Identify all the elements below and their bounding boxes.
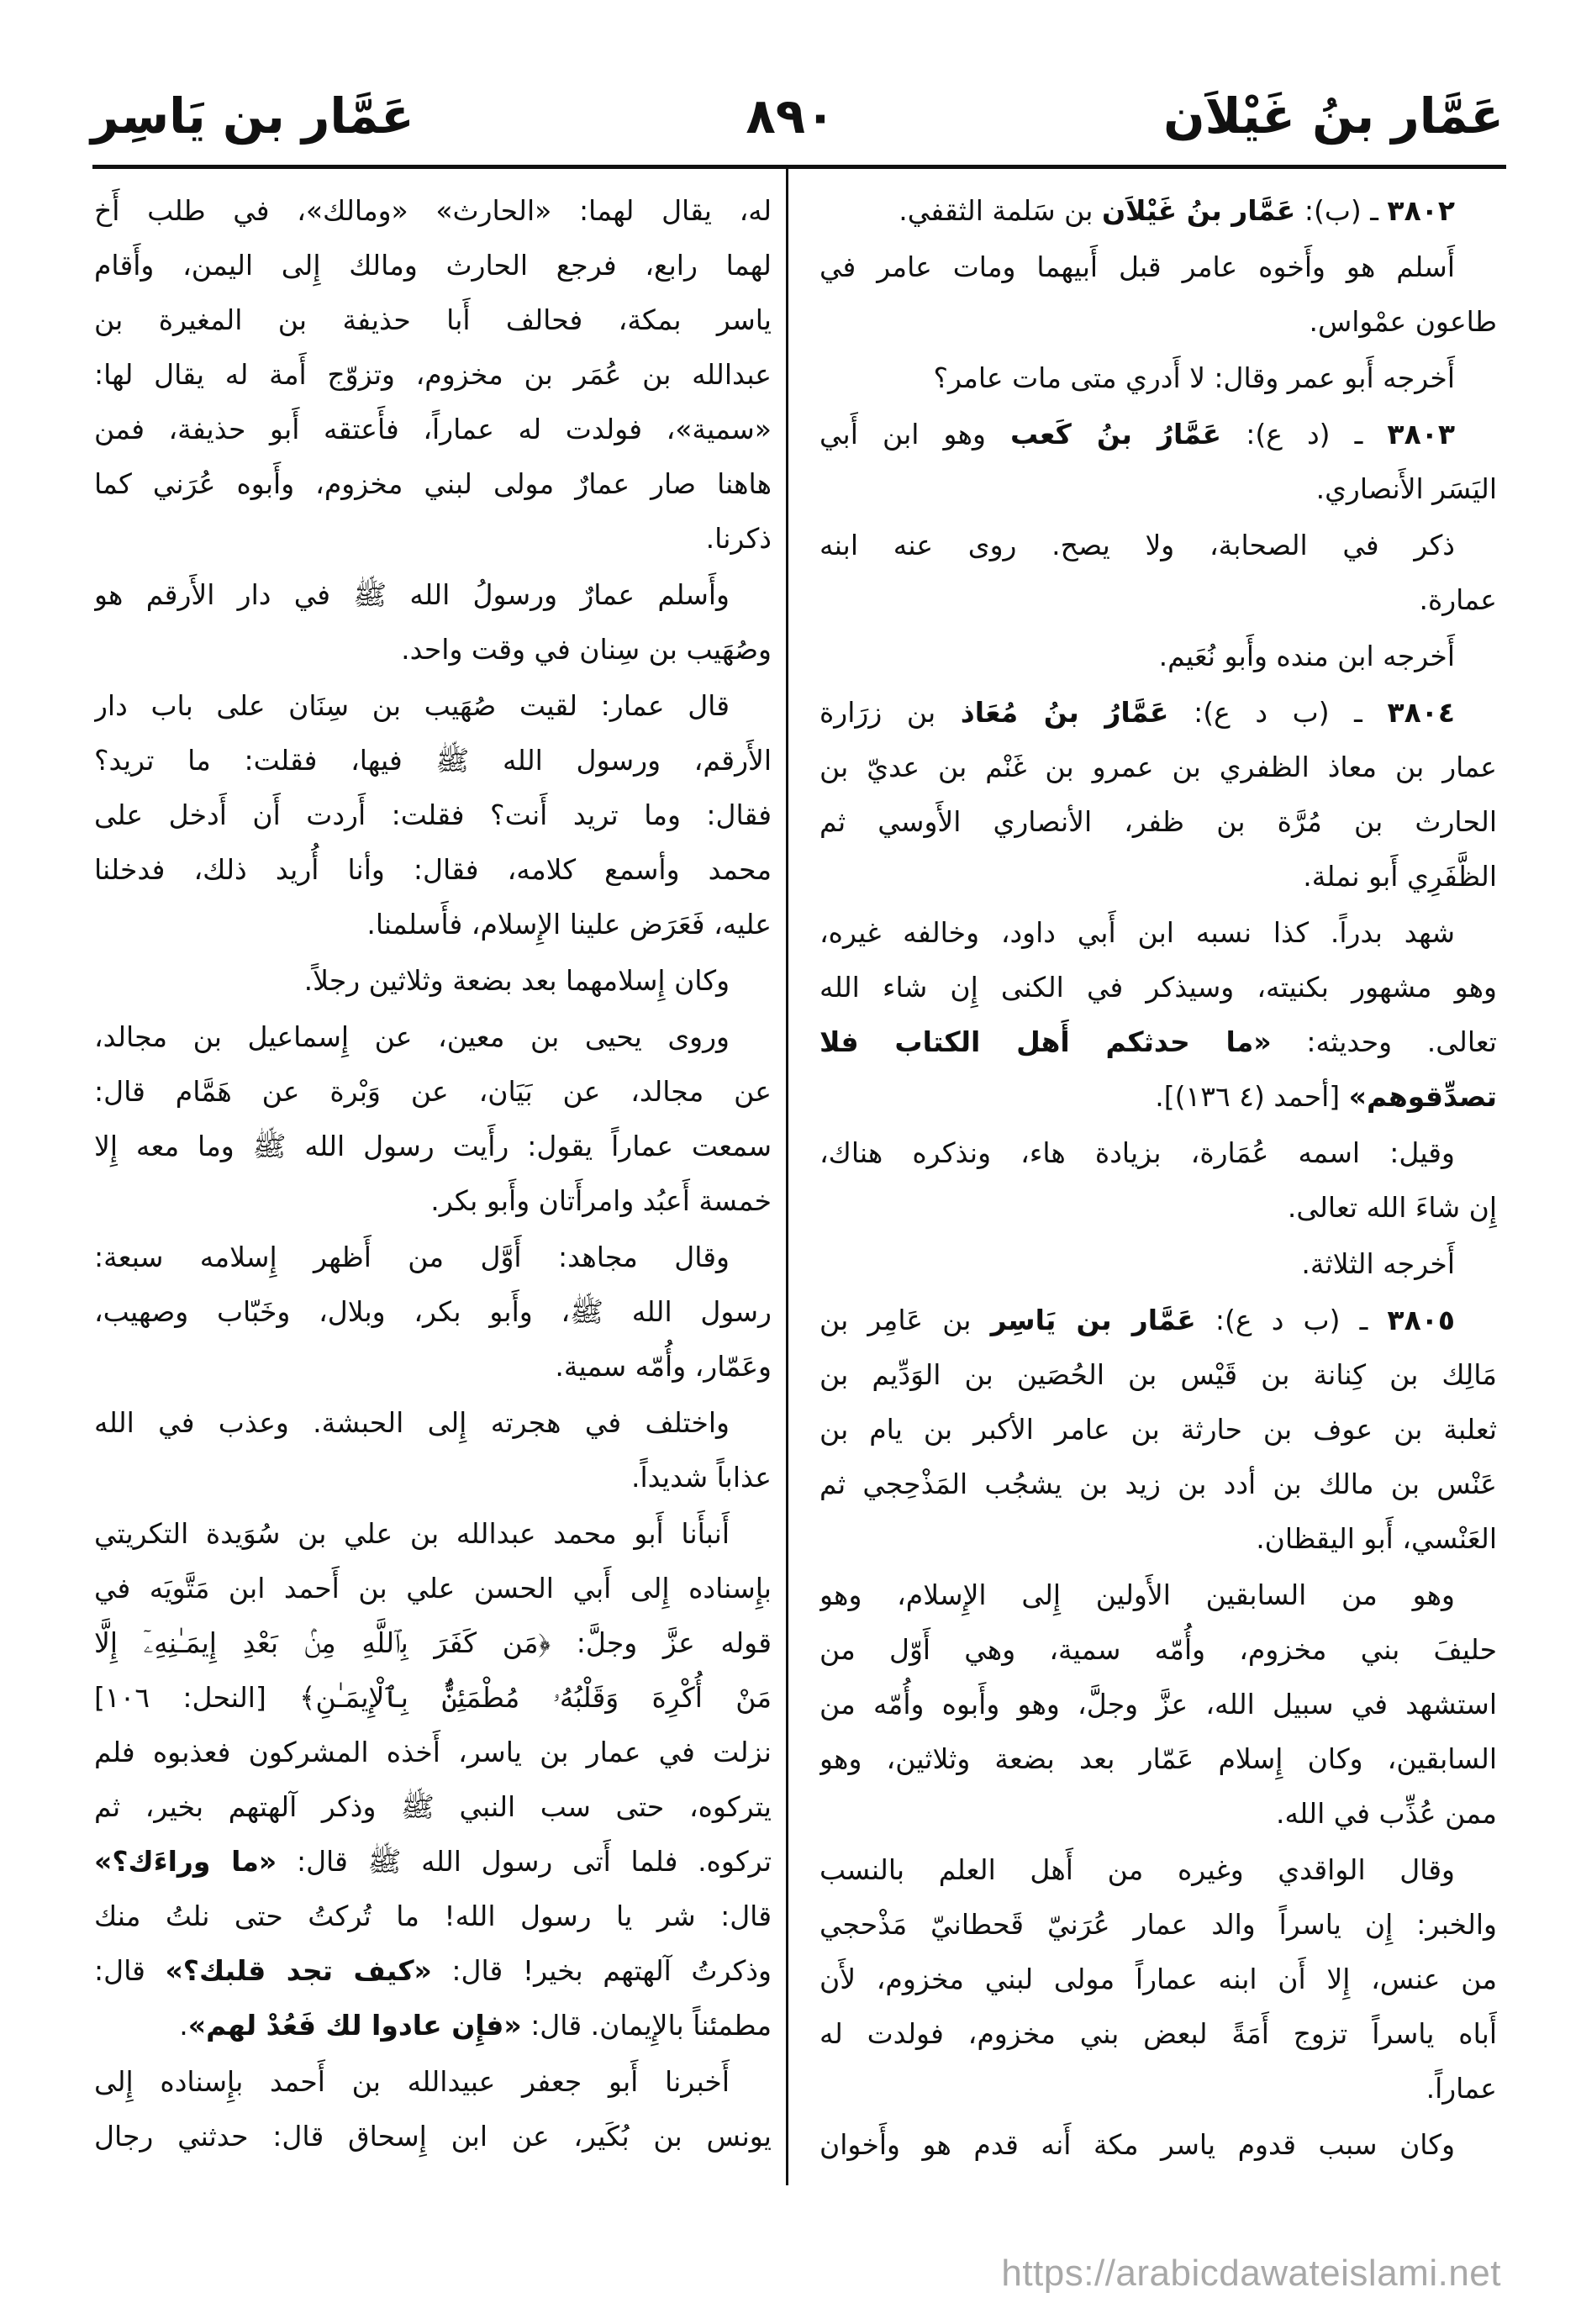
paragraph [819, 1293, 1497, 1566]
text-line: له، يقال لهما: «الحارث» «ومالك»، في طلب أَخ [94, 194, 772, 227]
bold-text: عَمَّارُ بنُ كَعب [1010, 418, 1222, 451]
text-line [819, 685, 1497, 740]
text-line: يونس بن بُكَير، عن ابن إِسحاق قال: حدثني رجال [94, 2120, 772, 2153]
text-line: سمعت عماراً يقول: رأَيت رسول الله ﷺ وما معه إِلا [94, 1130, 772, 1162]
text-line: عبدالله بن عُمَر بن مخزوم، وتزوّج أَمة له يقال لها: [94, 358, 772, 391]
text-line: قال عمار: لقيت صُهَيب بن سِنَان على باب دار [94, 689, 730, 722]
text-line [94, 1998, 772, 2053]
text-line: محمد وأسمع كلامه، فقال: وأنا أُريد ذلك، فدخلنا [94, 853, 772, 886]
text-segment: وذكرتُ آلهتهم بخير! قال: [431, 1954, 772, 1987]
text-line: أَخرجه الثلاثة. [1301, 1247, 1455, 1280]
text-segment: تركوه. فلما أَتى رسول الله ﷺ قال: [277, 1845, 772, 1878]
paragraph [819, 407, 1497, 516]
paragraph [819, 1842, 1497, 2116]
text-line: أَسلم هو وأَخوه عامر قبل أَبيهما ومات عامر في [819, 250, 1455, 283]
text-segment: ـ (ب): [1295, 194, 1388, 227]
text-line: حليفَ بني مخزوم، وأُمّه سمية، وهي أَوّل من [819, 1633, 1497, 1666]
bold-text: «ما وراءَك؟» [94, 1845, 277, 1878]
text-line: العَنْسي، أَبو اليقظان. [1256, 1522, 1497, 1555]
text-line: من عنس، إِلا أَن ابنه عماراً مولى لبني مخزوم، لأَن [819, 1963, 1497, 1995]
text-line: أَنبأَنا أَبو محمد عبدالله بن علي بن سُوَيدة التكريتي [94, 1517, 730, 1550]
bold-text: «فإِن عادوا لك فَعُدْ لهم» [187, 2009, 522, 2042]
left-column [94, 183, 772, 2165]
text-line: عَنْس بن مالك بن أدد بن زيد بن يشجُب المَذْحِجي ثم [819, 1468, 1497, 1500]
page-number: ٨٩٠ [746, 87, 835, 145]
paragraph [94, 1230, 772, 1394]
text-line: عماراً. [1426, 2072, 1497, 2105]
text-line: مَالِك بن كِنانة بن قَيْس بن الحُصَين بن الوَدِّيم بن [819, 1358, 1497, 1391]
paragraph [819, 1236, 1497, 1291]
bold-text: «ما حدثكم أَهل الكتاب فلا [819, 1025, 1272, 1058]
text-line: هاهنا صار عمارٌ مولى لبني مخزوم، وأَبوه عُرَني كما [94, 467, 772, 500]
text-line: وهو من السابقين الأَولين إِلى الإِسلام، وهو [819, 1578, 1455, 1611]
bold-text: عَمَّار بنُ غَيْلاَن [1101, 194, 1296, 227]
text-line: ممن عُذِّب في الله. [1275, 1797, 1497, 1830]
text-line [819, 1069, 1497, 1124]
text-line: إِن شاءَ الله تعالى. [1287, 1191, 1497, 1224]
text-line: ذكر في الصحابة، ولا يصح. روى عنه ابنه [819, 529, 1455, 561]
text-segment: وهو ابن أَبي [819, 418, 1011, 451]
text-line: وكان سبب قدوم ياسر مكة أَنه قدم هو وأَخوان [819, 2128, 1455, 2161]
paragraph [819, 518, 1497, 627]
text-segment: ـ (د ع): [1221, 418, 1388, 451]
text-segment: . [179, 2009, 188, 2042]
paragraph [94, 2054, 772, 2163]
paragraph [94, 1009, 772, 1228]
paragraph [94, 1395, 772, 1505]
text-line: وقيل: اسمه عُمَارة، بزيادة هاء، ونذكره هناك، [819, 1136, 1455, 1169]
text-line: وروى يحيى بن معين، عن إِسماعيل بن مجالد، [94, 1020, 730, 1053]
text-line: قال: شر يا رسول الله! ما تُركتُ حتى نلتُ منك [94, 1900, 772, 1932]
text-line: أَخرجه أَبو عمر وقال: لا أَدري متى مات عامر؟ [933, 361, 1455, 394]
running-head-left: عَمَّار بن يَاسِر [91, 87, 414, 145]
text-line: قوله عزَّ وجلَّ: ﴿مَن كَفَرَ بِٱللَّهِ مِنۢ بَعْدِ إِيمَـٰنِهِۦٓ إِلَّا [94, 1626, 772, 1659]
text-line: شهد بدراً. كذا نسبه ابن أَبي داود، وخالفه غيره، [819, 916, 1455, 949]
text-line: عمار بن معاذ الظفري بن عمرو بن غَنْم بن عديّ بن [819, 751, 1497, 783]
text-line: وصُهَيب بن سِنان في وقت واحد. [401, 633, 772, 666]
text-line: وقال الواقدي وغيره من أَهل العلم بالنسب [819, 1853, 1455, 1886]
text-line [94, 1834, 772, 1889]
text-line: استشهد في سبيل الله، عزَّ وجلَّ، وهو وأَبوه وأُمّه من [819, 1688, 1497, 1721]
paragraph [819, 1568, 1497, 1841]
bold-text: «كيف تجد قلبك؟» [165, 1954, 432, 1987]
paragraph [94, 678, 772, 951]
text-line [819, 1014, 1497, 1069]
text-line: وأَسلم عمارٌ ورسولُ الله ﷺ في دار الأَرقم هو [94, 578, 730, 611]
right-column [819, 183, 1497, 2174]
text-line: عن مجالد، عن بَيَان، عن وَبْرة عن هَمَّام قال: [94, 1075, 772, 1108]
text-line [819, 407, 1497, 461]
bold-text: تصدِّقوهم» [1348, 1080, 1497, 1113]
text-line: خمسة أَعبُد وامرأَتان وأَبو بكر. [430, 1184, 772, 1217]
text-line: بإِسناده إِلى أَبي الحسن علي بن أَحمد ابن مَتَّويَه في [94, 1572, 772, 1605]
paragraph [819, 350, 1497, 405]
text-line: عذاباً شديداً. [630, 1461, 772, 1494]
text-segment: [أحمد (٤ ١٣٦)]. [1155, 1080, 1349, 1113]
bold-text: ٣٨٠٥ [1387, 1304, 1455, 1336]
column-divider [786, 168, 788, 2185]
paragraph [94, 567, 772, 677]
text-line: الظَّفَرِي أَبو نملة. [1303, 860, 1497, 893]
text-line: «سمية»، فولدت له عماراً، فأَعتقه أَبو حذيفة، فمن [94, 413, 772, 445]
text-line: ثعلبة بن عوف بن حارثة بن عامر الأكبر بن يام بن [819, 1413, 1497, 1446]
text-line: عليه، فَعَرَض علينا الإِسلام، فأَسلمنا. [366, 908, 772, 941]
paragraph [819, 1125, 1497, 1235]
text-line: الحارث بن مُرَّة بن ظفر، الأنصاري الأَوسي ثم [819, 805, 1497, 838]
text-line: طاعون عمْواس. [1309, 305, 1497, 338]
text-line: الأَرقم، ورسول الله ﷺ فيها، فقلت: ما تريد؟ [94, 744, 772, 777]
text-segment: بن زرَارة [819, 696, 961, 729]
paragraph [819, 240, 1497, 349]
text-segment: ـ (ب د ع): [1195, 1304, 1388, 1336]
text-segment: بن عَامِر بن [819, 1304, 991, 1336]
text-line: ياسر بمكة، فحالف أَبا حذيفة بن المغيرة بن [94, 303, 772, 336]
text-line: وقال مجاهد: أَوَّل من أَظهر إِسلامه سبعة: [94, 1241, 730, 1273]
text-line: واختلف في هجرته إِلى الحبشة. وعذب في الله [94, 1406, 730, 1439]
text-line: أَخبرنا أَبو جعفر عبيدالله بن أَحمد بإِسناده إِلى [94, 2065, 730, 2098]
text-line: أَخرجه ابن منده وأَبو نُعَيم. [1158, 640, 1455, 672]
text-line: وعَمّار، وأُمّه سمية. [555, 1350, 772, 1383]
text-line: أَباه ياسراً تزوج أَمَةً لبعض بني مخزوم، فولدت له [819, 2017, 1497, 2050]
bold-text: ٣٨٠٤ [1387, 696, 1456, 729]
text-line: لهما رابع، فرجع الحارث ومالك إِلى اليمن، وأَقام [94, 249, 772, 282]
text-line [819, 1293, 1497, 1347]
text-line: السابقين، وكان إِسلام عَمّار بعد بضعة وثلاثين، وهو [819, 1742, 1497, 1775]
paragraph [94, 1506, 772, 2053]
text-segment: قال: [94, 1954, 166, 1987]
paragraph [94, 953, 772, 1008]
bold-text: ٣٨٠٢ [1387, 194, 1455, 227]
paragraph [94, 183, 772, 566]
header-rule [92, 165, 1506, 169]
text-line: والخبر: إِن ياسراً والد عمار عُرَنيّ قَحطانيّ مَذْحجي [819, 1908, 1497, 1941]
paragraph [819, 629, 1497, 683]
text-line: اليَسَر الأَنصاري. [1315, 472, 1497, 505]
text-line: عمارة. [1419, 583, 1497, 616]
bold-text: ٣٨٠٣ [1387, 418, 1455, 451]
bold-text: عَمَّار بن يَاسِر [990, 1304, 1196, 1336]
text-segment: ـ (ب د ع): [1168, 696, 1388, 729]
bold-text: عَمَّارُ بنُ مُعَاذ [960, 696, 1169, 729]
running-head-right: عَمَّار بنُ غَيْلاَن [1163, 87, 1504, 145]
text-line: نزلت في عمار بن ياسر، أَخذه المشركون فعذبوه فلم [94, 1736, 772, 1768]
text-line: مَنْ أُكْرِهَ وَقَلْبُهُۥ مُطْمَئِنٌّۢ بِٱلْإِيمَـٰنِ﴾ [النحل: ١٠٦] [94, 1681, 772, 1714]
text-segment: بن سَلمة الثقفي. [899, 194, 1102, 227]
text-line: فقال: وما تريد أَنت؟ فقلت: أَردت أَن أَدخل على [94, 798, 772, 831]
text-line: وهو مشهور بكنيته، وسيذكر في الكنى إِن شاء الله [819, 971, 1497, 1004]
text-line: ذكرنا. [705, 522, 772, 555]
paragraph [819, 905, 1497, 1124]
text-segment: تعالى. وحديثه: [1271, 1025, 1497, 1058]
paragraph [819, 685, 1497, 904]
paragraph [819, 2117, 1497, 2172]
text-line: يتركوه، حتى سب النبي ﷺ وذكر آلهتهم بخير، ثم [94, 1790, 772, 1823]
text-line [819, 183, 1497, 238]
paragraph [819, 183, 1497, 238]
text-line [94, 1943, 772, 1998]
text-line: رسول الله ﷺ، وأَبو بكر، وبلال، وخَبّاب وصهيب، [94, 1295, 772, 1328]
text-segment: مطمئناً بالإِيمان. قال: [521, 2009, 772, 2042]
text-line: وكان إِسلامهما بعد بضعة وثلاثين رجلاً. [303, 964, 730, 997]
watermark-url: https://arabicdawateislami.net [1001, 2253, 1501, 2294]
